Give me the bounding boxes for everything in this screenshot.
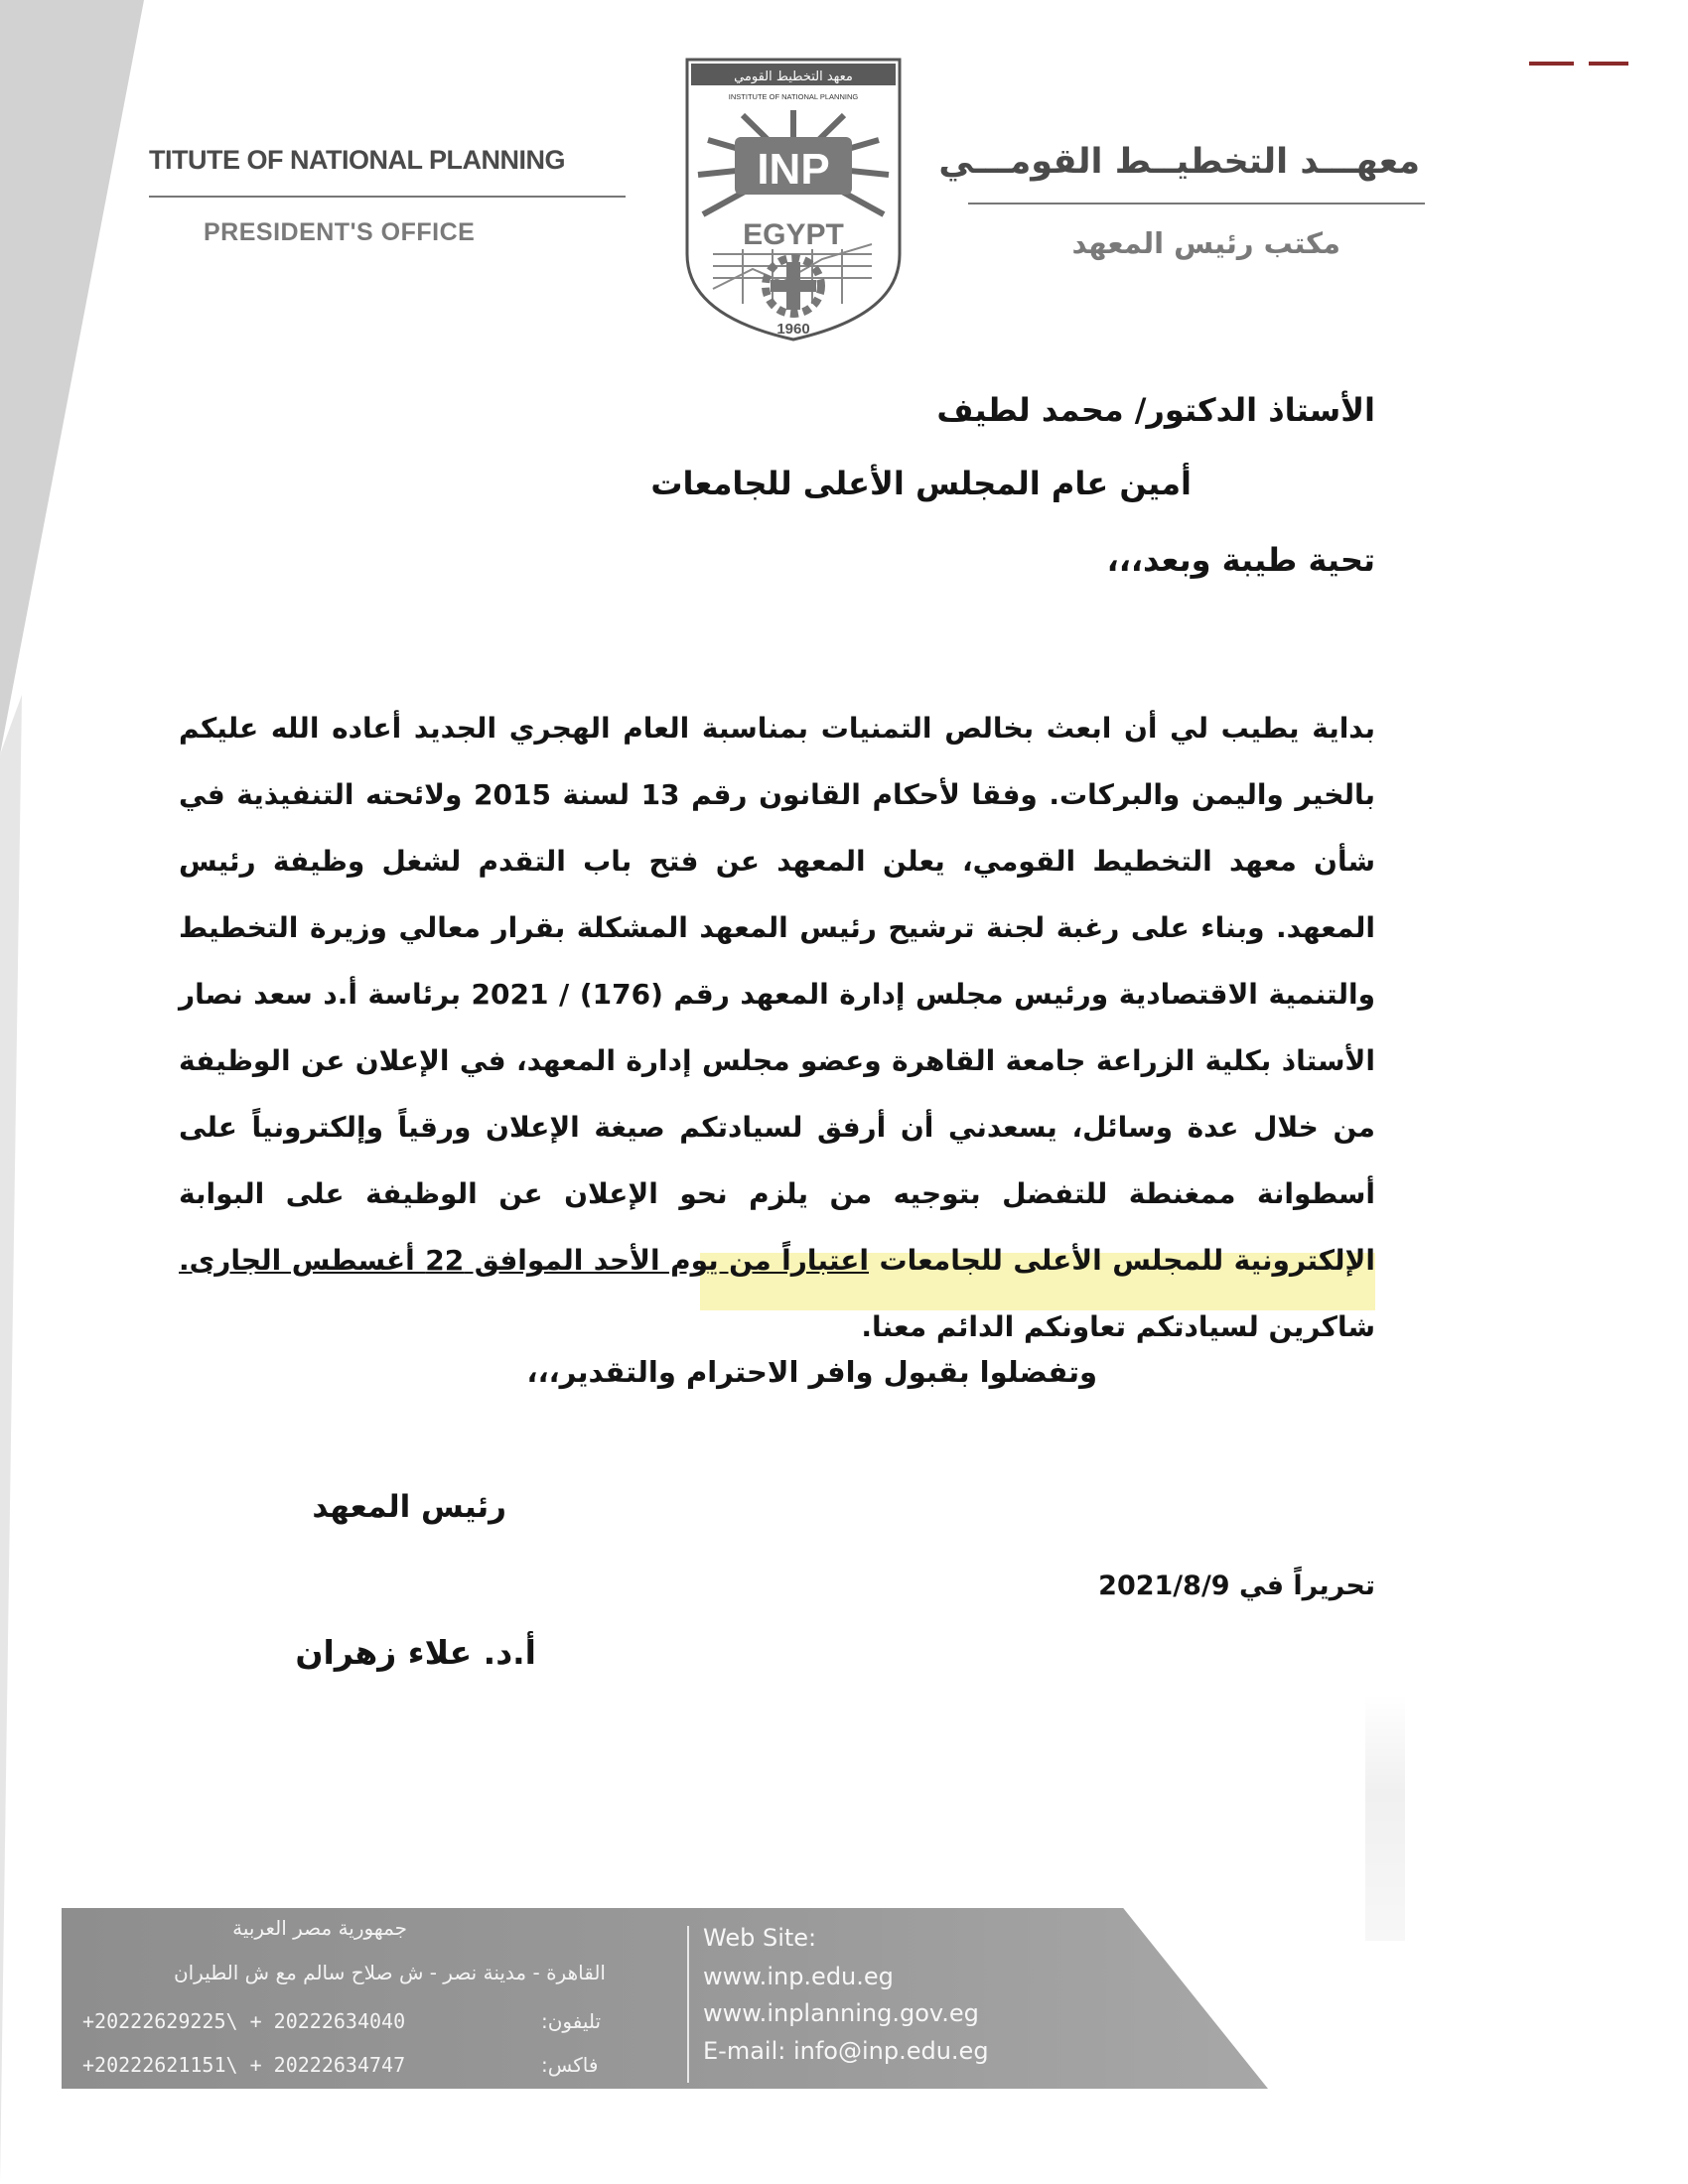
recipient-name: الأستاذ الدكتور/ محمد لطيف [936, 391, 1375, 429]
footer-address: القاهرة - مدينة نصر - ش صلاح سالم مع ش الطيران [173, 1961, 606, 1984]
footer-phone-label: تليفون: [541, 2009, 602, 2033]
letter-date: تحريراً في 2021/8/9 [1098, 1570, 1375, 1601]
body-closing-sentence: شاكرين لسيادتكم تعاونكم الدائم معنا. [861, 1310, 1375, 1343]
highlighted-date-text: اعتباراً من يوم الأحد الموافق 22 أغسطس الجارى. [179, 1244, 869, 1277]
body-main-text: بداية يطيب لي أن ابعث بخالص التمنيات بمناسبة العام الهجري الجديد أعاده الله عليكم بالخير واليمن والبركات. وفقا لأحكام القانون رقم 13 لسنة 2015 ولائحته التنفيذية في شأن معهد التخطيط القومي، يعلن المعهد عن فتح باب التقدم لشغل وظيفة رئيس المعهد. وبناء على رغبة لجنة ترشيح رئيس المعهد المشكلة بقرار معالي وزيرة التخطيط والتنمية الاقتصادية ورئيس مجلس إدارة المعهد رقم (176) / 2021 برئاسة أ.د سعد نصار الأستاذ بكلية الزراعة جامعة القاهرة وعضو مجلس إدارة المعهد، في الإعلان عن الوظيفة من خلال عدة وسائل، يسعدني أن أرفق لسيادتكم صيغة الإعلان ورقياً وإلكترونياً على أسطوانة ممغنطة للتفضل بتوجيه من يلزم نحو الإعلان عن الوظيفة على البوابة الإلكترونية للمجلس الأعلى للجامعات [179, 712, 1376, 1277]
footer-divider [687, 1926, 689, 2083]
footer-fax-numbers: +20222621151\ + 20222634747 [82, 2053, 406, 2077]
header-rule-right [968, 203, 1425, 205]
logo-year: 1960 [776, 321, 810, 338]
logo-initials: INP [757, 145, 830, 194]
logo-english-name: INSTITUTE OF NATIONAL PLANNING [728, 92, 859, 101]
scan-mark [1589, 62, 1628, 66]
footer-fax-label: فاكس: [541, 2053, 599, 2077]
signatory-name: أ.د. علاء زهران [295, 1633, 536, 1672]
letter-body [179, 695, 1375, 1360]
logo-arabic-name: معهد التخطيط القومي [734, 69, 853, 84]
footer-website-1: www.inp.edu.eg [703, 1963, 894, 1990]
footer-website-2: www.inplanning.gov.eg [703, 1999, 979, 2027]
english-office-name: PRESIDENT'S OFFICE [204, 218, 476, 246]
signatory-title: رئيس المعهد [312, 1489, 506, 1525]
footer-web-label: Web Site: [703, 1924, 817, 1952]
closing-salutation: وتفضلوا بقبول وافر الاحترام والتقدير،،، [526, 1355, 1097, 1389]
arabic-office-name: مكتب رئيس المعهد [1071, 226, 1340, 260]
footer-email: E-mail: info@inp.edu.eg [703, 2037, 989, 2065]
scan-fold-shadow [0, 0, 169, 2184]
greeting: تحية طيبة وبعد،،، [1106, 541, 1375, 579]
arabic-institute-name: معهـــد التخطيــط القومـــي [938, 142, 1420, 182]
inp-logo [683, 56, 904, 343]
footer-phone-numbers: +20222629225\ + 20222634040 [82, 2009, 406, 2033]
recipient-title: أمين عام المجلس الأعلى للجامعات [650, 465, 1192, 502]
scan-artifact [1365, 1693, 1405, 1941]
english-institute-name: TITUTE OF NATIONAL PLANNING [149, 145, 565, 175]
scan-mark [1529, 62, 1574, 66]
logo-country: EGYPT [743, 218, 844, 251]
footer-country: جمهورية مصر العربية [232, 1916, 407, 1940]
header-rule-left [149, 196, 626, 198]
